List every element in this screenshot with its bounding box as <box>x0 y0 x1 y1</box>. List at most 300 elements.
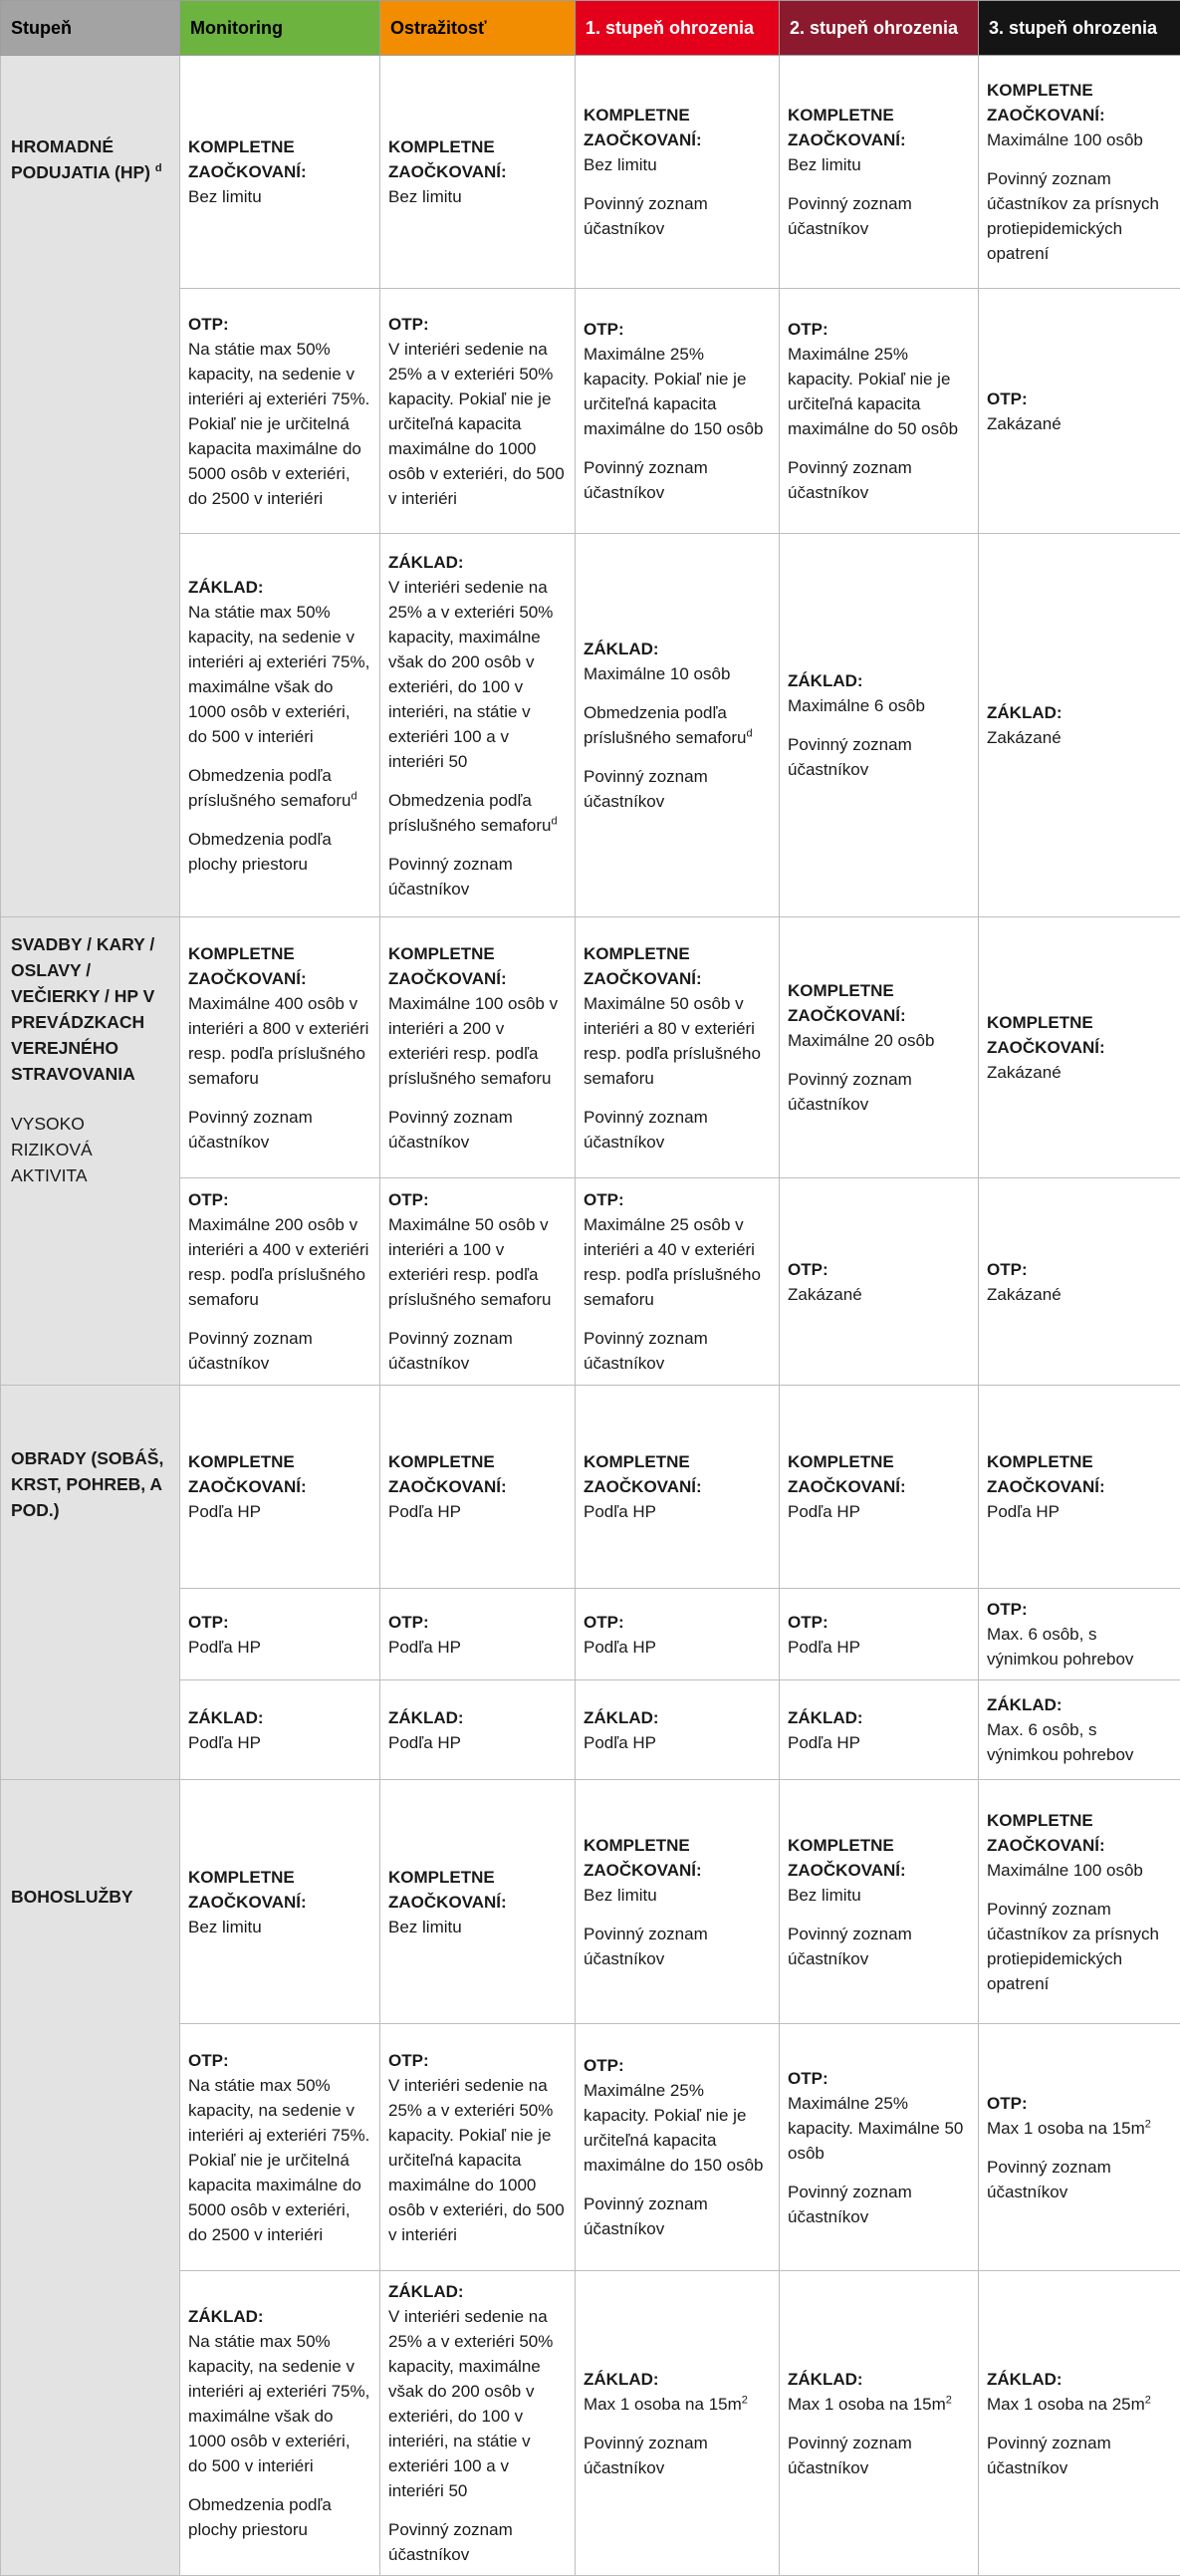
rule-label: KOMPLETNE ZAOČKOVANÍ: <box>188 941 371 991</box>
rule-label: ZÁKLAD: <box>987 700 1172 725</box>
header-stupen-2: 2. stupeň ohrozenia <box>780 1 979 56</box>
rule-text-content: Povinný zoznam účastníkov <box>788 194 912 238</box>
rule-text <box>188 337 371 511</box>
rule-text-content: Maximálne 25% kapacity. Pokiaľ nie je určiteľná kapacita maximálne do 150 osôb <box>584 2081 764 2175</box>
rule-segment <box>188 2304 371 2478</box>
rule-text-content: Podľa HP <box>388 1638 461 1657</box>
rule-label: OTP: <box>788 1257 970 1282</box>
rule-text <box>188 1635 371 1660</box>
rule-text-content: Zakázané <box>987 414 1062 433</box>
rule-text <box>788 1499 970 1524</box>
rule-cell <box>380 2271 576 2576</box>
header-stupen-3: 3. stupeň ohrozenia <box>979 1 1180 56</box>
rule-text <box>584 152 771 177</box>
rule-text <box>987 1858 1172 1883</box>
rule-text-content: Podľa HP <box>987 1502 1060 1521</box>
rule-text <box>584 1922 771 1971</box>
rule-cell <box>780 534 979 917</box>
rule-text <box>788 1282 970 1307</box>
rule-cell <box>576 289 780 534</box>
rule-label: OTP: <box>788 1610 970 1635</box>
rule-segment <box>388 1610 567 1660</box>
rule-text-content: Povinný zoznam účastníkov <box>788 2434 912 2477</box>
rule-text <box>388 184 567 209</box>
rule-segment <box>188 1865 371 1939</box>
rule-cell <box>780 1386 979 1589</box>
rule-segment <box>987 1692 1172 1767</box>
rule-segment <box>987 1808 1172 1883</box>
superscript: 2 <box>1145 2394 1151 2406</box>
rule-text-content: Podľa HP <box>788 1733 860 1752</box>
rule-text <box>188 1915 371 1939</box>
category-title: SVADBY / KARY / OSLAVY / VEČIERKY / HP V PREVÁDZKACH VEREJNÉHO STRAVOVANIA <box>11 934 154 1084</box>
rule-label: KOMPLETNE ZAOČKOVANÍ: <box>788 103 970 152</box>
rule-segment <box>584 941 771 1091</box>
rule-text-content: Bez limitu <box>188 187 262 206</box>
rule-text <box>388 852 567 902</box>
rule-label: ZÁKLAD: <box>987 1692 1172 1717</box>
rule-label: KOMPLETNE ZAOČKOVANÍ: <box>388 1865 567 1915</box>
rule-label: KOMPLETNE ZAOČKOVANÍ: <box>788 978 970 1028</box>
rule-text-content: Podľa HP <box>788 1502 860 1521</box>
rule-text <box>788 1883 970 1908</box>
rule-label: OTP: <box>388 1610 567 1635</box>
rule-label: KOMPLETNE ZAOČKOVANÍ: <box>584 1833 771 1883</box>
table-row <box>1 56 1180 289</box>
rule-cell <box>979 534 1180 917</box>
rule-text-content: V interiéri sedenie na 25% a v exteriéri 50% kapacity, maximálne však do 200 osôb v exteriéri, do 100 v interiéri, na státie v exteriéri 100 a v interiéri 50 <box>388 578 553 771</box>
rule-segment <box>388 788 567 838</box>
rule-text <box>987 2155 1172 2204</box>
rule-text <box>987 1282 1172 1307</box>
rule-cell <box>180 56 380 289</box>
rule-text-content: Na státie max 50% kapacity, na sedenie v interiéri aj exteriéri 75%. Pokiaľ nie je určitelná kapacita maximálne do 5000 osôb v exteriéri, do 2500 v interiéri <box>188 340 369 508</box>
rule-label: OTP: <box>188 312 371 337</box>
rule-label: ZÁKLAD: <box>584 1705 771 1730</box>
rule-text <box>584 191 771 241</box>
rule-segment <box>987 1897 1172 1996</box>
rule-text-content: Zakázané <box>788 1285 862 1304</box>
rule-text-content: Povinný zoznam účastníkov <box>388 855 513 899</box>
rule-text-content: Max. 6 osôb, s výnimkou pohrebov <box>987 1625 1133 1669</box>
rule-text <box>188 827 371 877</box>
rule-segment <box>584 1326 771 1376</box>
rule-segment <box>584 1610 771 1660</box>
rule-text-content: Povinný zoznam účastníkov <box>584 2434 708 2477</box>
rule-text <box>388 1212 567 1312</box>
rule-cell <box>380 1178 576 1386</box>
rule-text-content: Bez limitu <box>188 1918 262 1936</box>
rule-text-content: Bez limitu <box>388 1918 462 1936</box>
rule-text <box>987 1060 1172 1085</box>
rule-label: OTP: <box>584 1187 771 1212</box>
rule-text <box>987 725 1172 750</box>
rule-text-content: Maximálne 10 osôb <box>584 664 730 683</box>
rule-text <box>188 600 371 749</box>
rule-cell <box>380 2024 576 2271</box>
rule-segment <box>788 1067 970 1117</box>
rule-text <box>388 2517 567 2567</box>
rule-text-content: Maximálne 100 osôb <box>987 1861 1143 1880</box>
superscript: 2 <box>946 2394 952 2406</box>
rule-cell <box>780 2271 979 2576</box>
rule-label: OTP: <box>188 1187 371 1212</box>
rule-label: ZÁKLAD: <box>388 1705 567 1730</box>
rule-segment <box>388 550 567 774</box>
rule-text-content: Maximálne 200 osôb v interiéri a 400 v exteriéri resp. podľa príslušného semaforu <box>188 1215 368 1309</box>
rule-text <box>788 2091 970 2166</box>
rule-segment <box>584 317 771 441</box>
rule-label: OTP: <box>987 1257 1172 1282</box>
rule-cell <box>380 917 576 1178</box>
rule-segment <box>188 1105 371 1155</box>
rule-segment <box>584 2367 771 2417</box>
rule-cell <box>576 56 780 289</box>
rule-text-content: Bez limitu <box>584 1886 657 1905</box>
rule-segment <box>188 2492 371 2542</box>
rule-segment <box>987 1257 1172 1307</box>
rule-cell <box>979 2024 1180 2271</box>
rule-cell <box>380 1386 576 1589</box>
rule-segment <box>188 134 371 209</box>
rule-segment <box>388 2279 567 2503</box>
rule-segment <box>788 1705 970 1755</box>
rule-text-content: Maximálne 100 osôb v interiéri a 200 v exteriéri resp. podľa príslušného semaforu <box>388 994 558 1088</box>
rule-text <box>388 337 567 511</box>
table-header <box>1 1 1180 56</box>
rule-text-content: Povinný zoznam účastníkov <box>388 1329 513 1373</box>
rule-text <box>584 661 771 686</box>
rule-cell <box>576 2024 780 2271</box>
category-title: HROMADNÉ PODUJATIA (HP) <box>11 136 150 182</box>
rule-cell <box>380 289 576 534</box>
header-ostrazitost: Ostražitosť <box>380 1 576 56</box>
rule-text <box>388 1499 567 1524</box>
rule-cell <box>979 56 1180 289</box>
rule-label: KOMPLETNE ZAOČKOVANÍ: <box>788 1833 970 1883</box>
rule-text-content: Povinný zoznam účastníkov za prísnych protiepidemických opatrení <box>987 1900 1159 1993</box>
rule-label: ZÁKLAD: <box>788 668 970 693</box>
footnote-marker: d <box>155 162 162 174</box>
rule-segment <box>188 1705 371 1755</box>
rule-cell <box>576 1780 780 2024</box>
rule-text <box>987 1622 1172 1672</box>
rule-segment <box>584 1105 771 1155</box>
rule-cell <box>780 1680 979 1780</box>
rule-label: OTP: <box>987 386 1172 411</box>
superscript: d <box>551 815 557 827</box>
rule-text <box>584 764 771 814</box>
rule-text-content: Povinný zoznam účastníkov <box>788 1925 912 1968</box>
rule-text <box>788 1028 970 1053</box>
rule-label: KOMPLETNE ZAOČKOVANÍ: <box>188 1449 371 1499</box>
rule-label: OTP: <box>584 317 771 342</box>
rule-text <box>584 2191 771 2241</box>
rule-text-content: Maximálne 25% kapacity. Pokiaľ nie je určiteľná kapacita maximálne do 150 osôb <box>584 345 764 438</box>
rule-segment <box>788 2431 970 2480</box>
rule-label: KOMPLETNE ZAOČKOVANÍ: <box>388 134 567 184</box>
rule-segment <box>788 191 970 241</box>
rule-segment <box>987 2431 1172 2480</box>
rule-text <box>188 991 371 1091</box>
rule-cell <box>180 1386 380 1589</box>
rule-text-content: Podľa HP <box>388 1502 461 1521</box>
rule-label: KOMPLETNE ZAOČKOVANÍ: <box>987 78 1172 128</box>
rule-cell <box>576 1680 780 1780</box>
rule-text-content: Povinný zoznam účastníkov <box>388 1108 513 1152</box>
rule-segment <box>584 191 771 241</box>
rule-text <box>388 788 567 838</box>
rule-cell <box>180 917 380 1178</box>
rule-text-content: Povinný zoznam účastníkov <box>788 2183 912 2226</box>
rule-label: OTP: <box>987 2091 1172 2116</box>
rule-text-content: Podľa HP <box>388 1733 461 1752</box>
rule-label: ZÁKLAD: <box>188 2304 371 2329</box>
rule-text <box>987 166 1172 266</box>
rule-segment <box>188 575 371 749</box>
rule-cell <box>780 1780 979 2024</box>
rule-label: ZÁKLAD: <box>987 2367 1172 2392</box>
rule-cell <box>380 1680 576 1780</box>
rule-segment <box>388 1705 567 1755</box>
rule-text <box>188 763 371 813</box>
table-row <box>1 917 1180 1178</box>
rule-segment <box>388 1865 567 1939</box>
rule-label: KOMPLETNE ZAOČKOVANÍ: <box>584 941 771 991</box>
rule-text <box>788 732 970 782</box>
rule-text <box>584 1730 771 1755</box>
table-body <box>1 56 1180 2576</box>
rule-segment <box>788 2180 970 2229</box>
rule-cell <box>780 2024 979 2271</box>
rule-text-content: Povinný zoznam účastníkov <box>584 1329 708 1373</box>
rule-text <box>987 1717 1172 1767</box>
rule-label: KOMPLETNE ZAOČKOVANÍ: <box>987 1010 1172 1060</box>
rule-text-content: Povinný zoznam účastníkov <box>788 458 912 502</box>
rule-cell <box>979 1780 1180 2024</box>
rule-text-content: Maximálne 50 osôb v interiéri a 80 v exteriéri resp. podľa príslušného semaforu <box>584 994 761 1088</box>
rule-text <box>987 2431 1172 2480</box>
rule-segment <box>584 637 771 686</box>
rule-text <box>987 411 1172 436</box>
rule-cell <box>380 1780 576 2024</box>
rule-text <box>584 1499 771 1524</box>
rule-text <box>788 1730 970 1755</box>
header-monitoring: Monitoring <box>180 1 380 56</box>
rule-label: KOMPLETNE ZAOČKOVANÍ: <box>388 1449 567 1499</box>
rule-text <box>788 455 970 505</box>
rule-text <box>388 2304 567 2503</box>
rule-text-content: Podľa HP <box>188 1638 261 1657</box>
rule-text <box>987 2116 1172 2141</box>
rule-text-content: Povinný zoznam účastníkov za prísnych protiepidemických opatrení <box>987 169 1159 263</box>
table-row <box>1 1386 1180 1589</box>
rule-text <box>584 1105 771 1155</box>
rule-segment <box>788 1610 970 1660</box>
rule-cell <box>180 2024 380 2271</box>
rule-segment <box>788 1449 970 1524</box>
rule-label: OTP: <box>788 317 970 342</box>
rule-text-content: Bez limitu <box>388 187 462 206</box>
rule-segment <box>388 134 567 209</box>
rule-segment <box>188 941 371 1091</box>
rule-text-content: Maximálne 100 osôb <box>987 130 1143 149</box>
rule-text-content: Povinný zoznam účastníkov <box>788 1070 912 1114</box>
rule-text <box>584 1212 771 1312</box>
rule-segment <box>987 2367 1172 2417</box>
rule-cell <box>180 1780 380 2024</box>
rule-text <box>788 1635 970 1660</box>
rule-text <box>788 2180 970 2229</box>
rule-segment <box>788 103 970 177</box>
rule-text <box>788 2431 970 2480</box>
rule-label: ZÁKLAD: <box>188 1705 371 1730</box>
rule-label: KOMPLETNE ZAOČKOVANÍ: <box>388 941 567 991</box>
rule-text <box>388 1635 567 1660</box>
table-row <box>1 1780 1180 2024</box>
rule-text <box>584 700 771 750</box>
rule-segment <box>388 1105 567 1155</box>
rule-text <box>388 1326 567 1376</box>
rule-label: KOMPLETNE ZAOČKOVANÍ: <box>987 1808 1172 1858</box>
rule-cell <box>576 1589 780 1680</box>
rule-segment <box>788 2066 970 2166</box>
rule-label: KOMPLETNE ZAOČKOVANÍ: <box>788 1449 970 1499</box>
rule-segment <box>788 1922 970 1971</box>
rule-text <box>788 191 970 241</box>
rule-text-content: Obmedzenia podľa príslušného semaforu <box>388 791 551 835</box>
rule-text-content: Max 1 osoba na 15m <box>987 2119 1145 2138</box>
rule-label: ZÁKLAD: <box>584 637 771 661</box>
rule-segment <box>584 2431 771 2480</box>
rule-text <box>188 1499 371 1524</box>
rule-text-content: Maximálne 25% kapacity. Pokiaľ nie je určiteľná kapacita maximálne do 50 osôb <box>788 345 958 438</box>
rule-text-content: V interiéri sedenie na 25% a v exteriéri 50% kapacity. Pokiaľ nie je určiteľná kapacita maximálne do 1000 osôb v exteriéri, do 500 v interiéri <box>388 340 565 508</box>
rule-label: ZÁKLAD: <box>388 2279 567 2304</box>
rule-cell <box>180 1680 380 1780</box>
rule-text-content: Maximálne 400 osôb v interiéri a 800 v exteriéri resp. podľa príslušného semaforu <box>188 994 368 1088</box>
rule-text-content: Na státie max 50% kapacity, na sedenie v interiéri aj exteriéri 75%, maximálne však do 1000 osôb v exteriéri, do 500 v interiéri <box>188 603 369 746</box>
rule-segment <box>388 2517 567 2567</box>
rule-text <box>188 1326 371 1376</box>
rule-cell <box>780 56 979 289</box>
rule-segment <box>188 827 371 877</box>
rule-text-content: Povinný zoznam účastníkov <box>584 1925 708 1968</box>
superscript: d <box>351 790 356 802</box>
rule-cell <box>576 1178 780 1386</box>
rule-text <box>788 342 970 441</box>
rule-label: OTP: <box>987 1597 1172 1622</box>
rule-text <box>388 1915 567 1939</box>
rule-text <box>987 2392 1172 2417</box>
rule-text <box>987 1897 1172 1996</box>
rule-segment <box>788 1833 970 1908</box>
rule-label: OTP: <box>188 1610 371 1635</box>
rule-cell <box>780 289 979 534</box>
rule-text <box>788 1067 970 1117</box>
rule-label: ZÁKLAD: <box>788 1705 970 1730</box>
category-cell <box>1 56 180 917</box>
rule-cell <box>180 534 380 917</box>
rule-segment <box>584 1833 771 1908</box>
rule-label: OTP: <box>388 2048 567 2073</box>
rule-segment <box>388 312 567 511</box>
rule-label: OTP: <box>388 1187 567 1212</box>
rule-text-content: Povinný zoznam účastníkov <box>584 767 708 811</box>
rule-segment <box>188 1610 371 1660</box>
rule-label: KOMPLETNE ZAOČKOVANÍ: <box>987 1449 1172 1499</box>
rule-text-content: Zakázané <box>987 728 1062 747</box>
rule-label: OTP: <box>788 2066 970 2091</box>
rule-text <box>388 1730 567 1755</box>
rule-segment <box>788 978 970 1053</box>
rule-text-content: Maximálne 25 osôb v interiéri a 40 v exteriéri resp. podľa príslušného semaforu <box>584 1215 761 1309</box>
rule-text-content: Bez limitu <box>584 155 657 174</box>
rule-text-content: Podľa HP <box>584 1502 656 1521</box>
rule-text <box>987 128 1172 152</box>
rule-segment <box>584 1922 771 1971</box>
rule-text <box>188 1105 371 1155</box>
category-title: BOHOSLUŽBY <box>11 1887 133 1907</box>
rule-segment <box>188 1187 371 1312</box>
rule-label: ZÁKLAD: <box>584 2367 771 2392</box>
rule-segment <box>584 2191 771 2241</box>
rule-text <box>188 2329 371 2478</box>
rule-text <box>788 152 970 177</box>
rule-text <box>388 2073 567 2247</box>
rule-segment <box>987 1449 1172 1524</box>
category-cell <box>1 1386 180 1780</box>
superscript: 2 <box>1145 2118 1151 2130</box>
rule-cell <box>576 534 780 917</box>
rule-cell <box>979 1386 1180 1589</box>
category-title: OBRADY (SOBÁŠ, KRST, POHREB, A POD.) <box>11 1448 163 1520</box>
rule-cell <box>979 1178 1180 1386</box>
rule-text <box>788 1922 970 1971</box>
rule-cell <box>979 1680 1180 1780</box>
rule-text-content: Povinný zoznam účastníkov <box>584 1108 708 1152</box>
rule-segment <box>987 78 1172 152</box>
rule-text-content: Na státie max 50% kapacity, na sedenie v interiéri aj exteriéri 75%, maximálne však do 1000 osôb v exteriéri, do 500 v interiéri <box>188 2332 369 2475</box>
rule-segment <box>987 386 1172 436</box>
rule-segment <box>987 1010 1172 1085</box>
rule-text <box>584 1326 771 1376</box>
rule-text-content: Podľa HP <box>188 1502 261 1521</box>
rule-text <box>188 1730 371 1755</box>
rule-segment <box>388 1187 567 1312</box>
rule-segment <box>388 852 567 902</box>
rule-text <box>584 991 771 1091</box>
rule-label: KOMPLETNE ZAOČKOVANÍ: <box>584 103 771 152</box>
rule-label: OTP: <box>188 2048 371 2073</box>
rule-cell <box>576 1386 780 1589</box>
header-stupen-1: 1. stupeň ohrozenia <box>576 1 780 56</box>
rule-segment <box>388 941 567 1091</box>
rule-label: KOMPLETNE ZAOČKOVANÍ: <box>188 1865 371 1915</box>
rule-text <box>388 575 567 774</box>
rule-text-content: Obmedzenia podľa plochy priestoru <box>188 830 332 874</box>
rule-segment <box>584 1449 771 1524</box>
header-stupen: Stupeň <box>1 1 180 56</box>
rule-cell <box>180 2271 380 2576</box>
rule-text-content: Povinný zoznam účastníkov <box>188 1108 313 1152</box>
rule-segment <box>188 1326 371 1376</box>
rule-text-content: Zakázané <box>987 1063 1062 1082</box>
rule-text-content: Podľa HP <box>584 1638 656 1657</box>
rule-text-content: Maximálne 6 osôb <box>788 696 925 715</box>
rule-segment <box>584 455 771 505</box>
rule-text <box>188 184 371 209</box>
